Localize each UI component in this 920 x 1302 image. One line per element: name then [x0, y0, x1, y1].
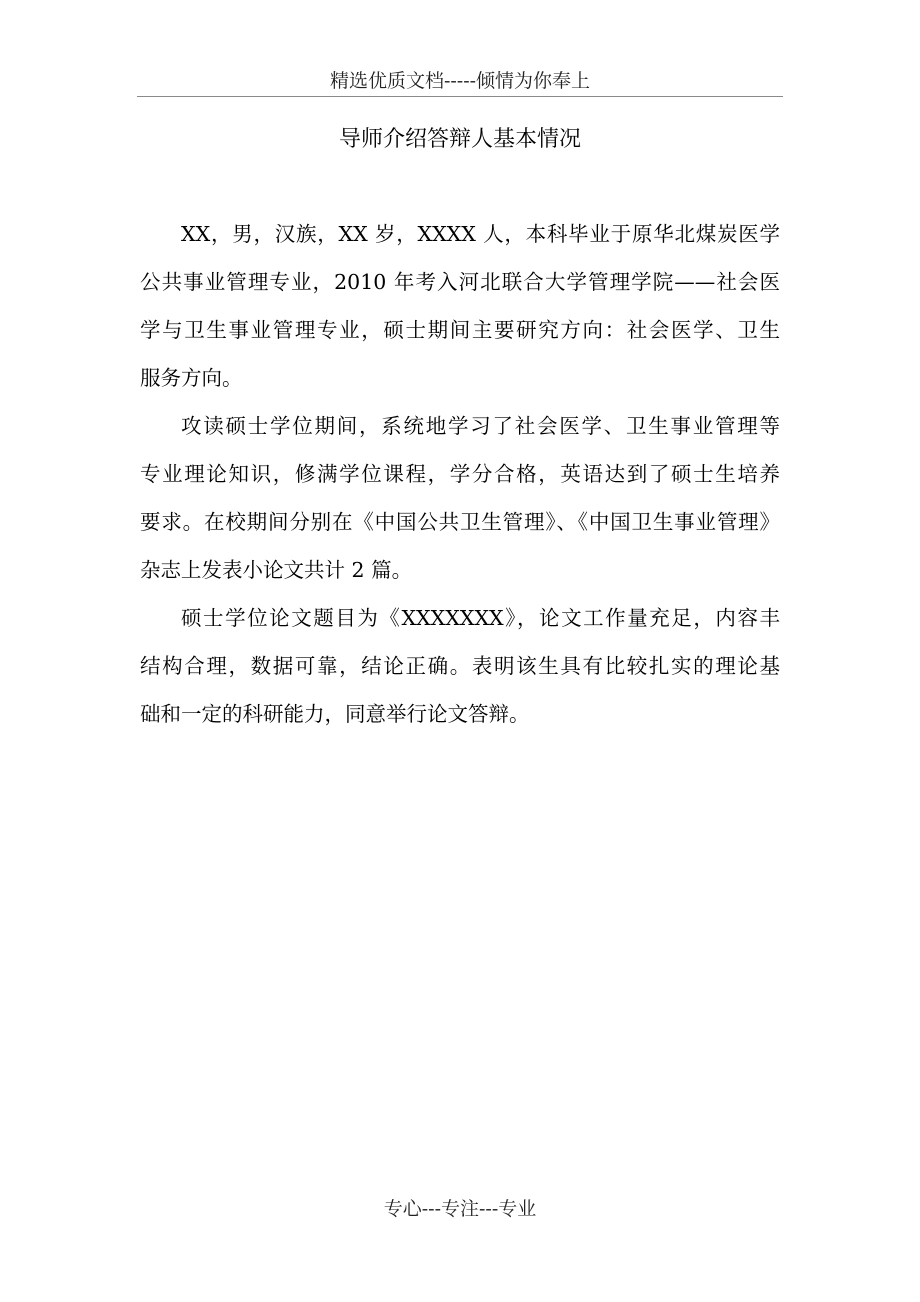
text-line: 攻读硕士学位期间，系统地学习了社会医学、卫生事业管理等	[181, 414, 780, 438]
text-line: 专业理论知识，修满学位课程，学分合格，英语达到了硕士生培养	[140, 462, 780, 486]
document-body	[140, 214, 780, 742]
document-title: 导师介绍答辩人基本情况	[338, 127, 581, 152]
header-divider	[137, 96, 783, 97]
page-header: 精选优质文档-----倾情为你奉上	[329, 70, 591, 92]
paragraph-1	[140, 214, 780, 406]
page-footer: 专心---专注---专业	[383, 1198, 537, 1220]
text-line: 硕士学位论文题目为《XXXXXXX》，论文工作量充足，内容丰	[181, 606, 780, 630]
text-line: 公共事业管理专业，2010 年考入河北联合大学管理学院——社会医	[140, 270, 780, 294]
paragraph-3	[140, 598, 780, 742]
text-line: 要求。在校期间分别在《中国公共卫生管理》、《中国卫生事业管理》	[140, 510, 780, 534]
text-line: 结构合理，数据可靠，结论正确。表明该生具有比较扎实的理论基	[140, 654, 780, 678]
text-line: 服务方向。	[140, 366, 243, 390]
text-line: XX，男，汉族，XX 岁，XXXX 人，本科毕业于原华北煤炭医学	[181, 222, 780, 246]
paragraph-2	[140, 406, 780, 598]
text-line: 学与卫生事业管理专业，硕士期间主要研究方向：社会医学、卫生	[140, 318, 780, 342]
text-line: 础和一定的科研能力，同意举行论文答辩。	[140, 702, 530, 726]
text-line: 杂志上发表小论文共计 2 篇。	[140, 558, 413, 582]
